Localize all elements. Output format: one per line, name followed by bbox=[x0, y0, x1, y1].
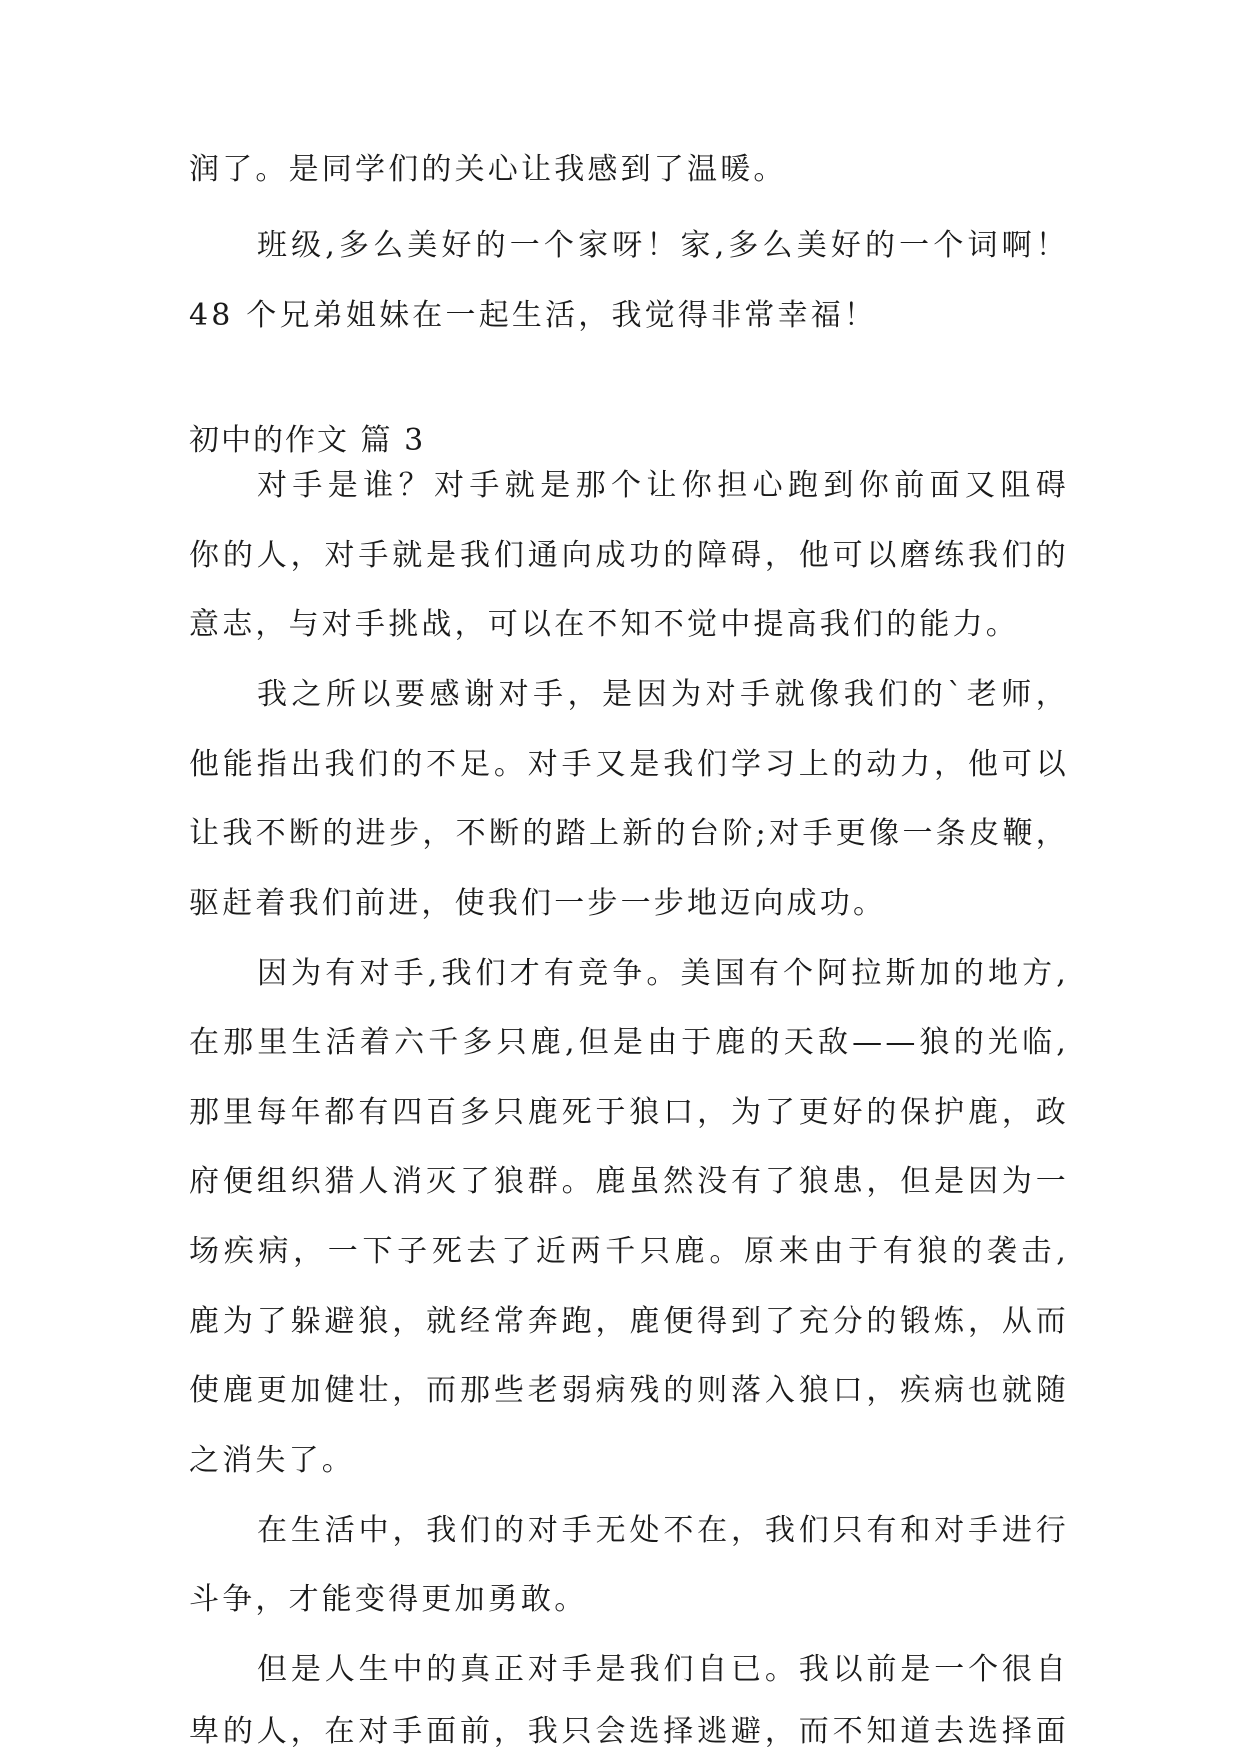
text-line: 场疾病，一下子死去了近两千只鹿。原来由于有狼的袭击, bbox=[189, 1234, 1069, 1269]
text-line: 那里每年都有四百多只鹿死于狼口，为了更好的保护鹿，政 bbox=[189, 1095, 1069, 1130]
text-line: 48 个兄弟姐妹在一起生活，我觉得非常幸福！ bbox=[189, 298, 878, 333]
text-line: 之消失了。 bbox=[189, 1443, 355, 1478]
paragraph-first-line: 但是人生中的真正对手是我们自已。我以前是一个很自 bbox=[257, 1652, 1069, 1687]
paragraph-first-line: 我之所以要感谢对手，是因为对手就像我们的`老师， bbox=[257, 677, 1069, 712]
section-heading: 初中的作文 篇 3 bbox=[189, 423, 426, 458]
text-line: 在那里生活着六千多只鹿,但是由于鹿的天敌——狼的光临, bbox=[189, 1025, 1069, 1060]
text-line: 使鹿更加健壮，而那些老弱病残的则落入狼口，疾病也就随 bbox=[189, 1373, 1069, 1408]
text-line: 鹿为了躲避狼，就经常奔跑，鹿便得到了充分的锻炼，从而 bbox=[189, 1304, 1069, 1339]
text-line: 斗争，才能变得更加勇敢。 bbox=[189, 1582, 588, 1617]
text-line: 意志，与对手挑战，可以在不知不觉中提高我们的能力。 bbox=[189, 607, 1019, 642]
text-line: 卑的人，在对手面前，我只会选择逃避，而不知道去选择面 bbox=[189, 1714, 1069, 1749]
text-line: 府便组织猎人消灭了狼群。鹿虽然没有了狼患，但是因为一 bbox=[189, 1164, 1069, 1199]
paragraph-first-line: 班级,多么美好的一个家呀！家,多么美好的一个词啊！ bbox=[257, 228, 1069, 263]
text-line: 他能指出我们的不足。对手又是我们学习上的动力，他可以 bbox=[189, 747, 1069, 782]
text-line: 驱赶着我们前进，使我们一步一步地迈向成功。 bbox=[189, 886, 887, 921]
text-line: 你的人，对手就是我们通向成功的障碍，他可以磨练我们的 bbox=[189, 538, 1069, 573]
text-line: 让我不断的进步，不断的踏上新的台阶;对手更像一条皮鞭， bbox=[189, 816, 1069, 851]
paragraph-first-line: 对手是谁？对手就是那个让你担心跑到你前面又阻碍 bbox=[257, 468, 1069, 503]
paragraph-first-line: 在生活中，我们的对手无处不在，我们只有和对手进行 bbox=[257, 1513, 1069, 1548]
paragraph-first-line: 因为有对手,我们才有竞争。美国有个阿拉斯加的地方, bbox=[257, 956, 1069, 991]
text-line: 润了。是同学们的关心让我感到了温暖。 bbox=[189, 152, 787, 187]
